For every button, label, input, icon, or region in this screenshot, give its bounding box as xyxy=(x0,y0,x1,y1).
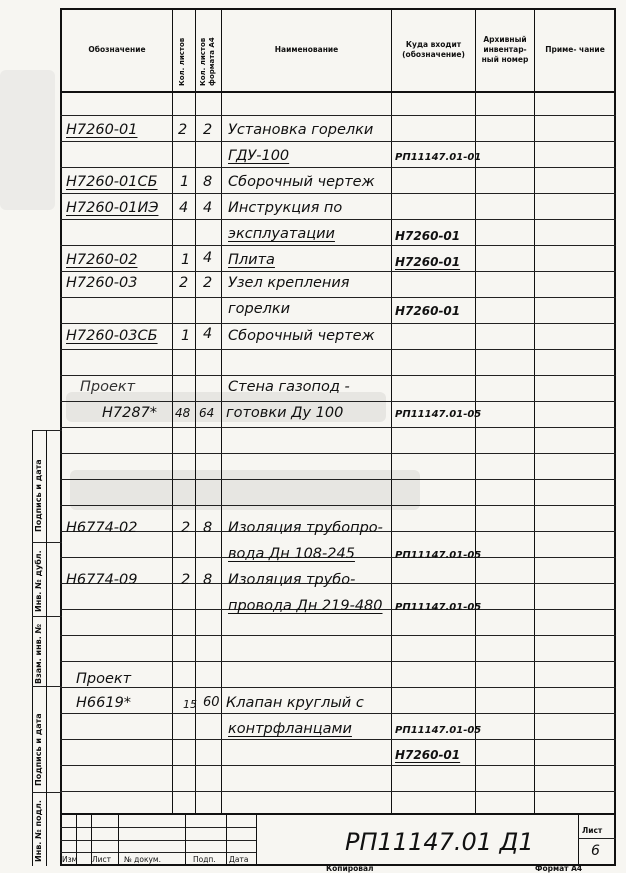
header-where-used: Куда входит (обозначение) xyxy=(402,40,465,59)
row-line xyxy=(60,245,616,246)
row-a4: 2 xyxy=(203,122,213,138)
title-block-line xyxy=(226,813,227,866)
binding-strip-line xyxy=(32,430,33,866)
row-where: РП11147.01-05 xyxy=(395,725,482,736)
row-line xyxy=(60,765,616,766)
sheet-number: 6 xyxy=(591,843,600,859)
row-name: Изоляция трубо- xyxy=(228,572,356,588)
column-line xyxy=(172,8,173,813)
side-label-dup-inv: Инв. № дубл. xyxy=(34,550,43,612)
title-block-line xyxy=(118,813,119,866)
header-name: Наименование xyxy=(274,45,339,54)
row-a4: 4 xyxy=(203,250,213,266)
row-name: контрфланцами xyxy=(228,721,352,737)
row-designation: Н6774-02 xyxy=(66,520,138,536)
header-notes: Приме- чание xyxy=(545,45,605,54)
binding-strip-divider xyxy=(32,542,62,543)
row-name: эксплуатации xyxy=(228,226,335,242)
column-line xyxy=(195,8,196,813)
side-label-replace-inv: Взам. инв. № xyxy=(34,623,43,684)
row-name: Изоляция трубопро- xyxy=(228,520,383,536)
row-name: Стена газопод - xyxy=(228,379,350,395)
row-designation: Н7260-03СБ xyxy=(66,328,158,344)
row-designation: Н7260-02 xyxy=(66,252,138,268)
column-line xyxy=(534,8,535,813)
title-col-sheet: Лист xyxy=(92,855,112,864)
row-sheets: 2 xyxy=(179,275,189,291)
footer-format: Формат А4 xyxy=(535,864,583,873)
row-line xyxy=(60,115,616,116)
row-name: вода Дн 108-245 xyxy=(228,546,355,562)
sheet-label: Лист xyxy=(582,826,603,835)
row-line xyxy=(60,271,616,272)
row-name: Плита xyxy=(228,252,275,268)
row-sheets: 1 xyxy=(181,328,191,344)
row-where: РП11147.01-05 xyxy=(395,602,482,613)
row-sheets: 2 xyxy=(178,122,188,138)
row-line xyxy=(60,167,616,168)
row-a4: 64 xyxy=(199,406,215,420)
side-label-signature-date: Подпись и дата xyxy=(34,459,43,532)
row-name: провода Дн 219-480 xyxy=(228,598,383,614)
row-designation: Проект xyxy=(80,379,136,395)
row-line xyxy=(60,375,616,376)
row-a4: 4 xyxy=(203,326,213,342)
row-name: Установка горелки xyxy=(228,122,374,138)
row-designation: Н7260-01 xyxy=(66,122,138,138)
side-label-original-inv: Инв. № подл. xyxy=(34,800,43,862)
row-sheets: 1 xyxy=(180,174,190,190)
row-name: Инструкция по xyxy=(228,200,343,216)
binding-strip-divider xyxy=(32,686,62,687)
row-line xyxy=(60,323,616,324)
row-where: РП11147.01-05 xyxy=(395,409,482,420)
row-name: Сборочный чертеж xyxy=(228,328,375,344)
title-block-line xyxy=(256,813,257,866)
row-line xyxy=(60,661,616,662)
row-name: ГДУ-100 xyxy=(228,148,290,164)
row-line xyxy=(60,713,616,714)
title-col-change: Изм xyxy=(62,855,78,864)
row-sheets: 48 xyxy=(175,406,191,420)
row-line xyxy=(60,193,616,194)
row-designation: Н7260-03 xyxy=(66,275,138,291)
row-line xyxy=(60,479,616,480)
column-line xyxy=(221,8,222,813)
row-designation: Н7287* xyxy=(102,405,158,421)
row-a4: 2 xyxy=(203,275,213,291)
row-where: Н7260-01 xyxy=(395,304,461,318)
row-a4: 4 xyxy=(203,200,213,216)
row-where: РП11147.01-05 xyxy=(395,550,482,561)
row-line xyxy=(60,687,616,688)
title-col-date: Дата xyxy=(229,855,249,864)
row-designation: Н6774-09 xyxy=(66,572,138,588)
header-archive-no: Архивный инвентар- ный номер xyxy=(481,35,529,64)
binding-strip-divider xyxy=(32,792,62,793)
row-designation: Проект xyxy=(76,671,132,687)
title-block-line xyxy=(578,838,616,839)
binding-strip-line xyxy=(46,430,47,866)
row-sheets: 1 xyxy=(181,252,191,268)
row-designation: Н6619* xyxy=(76,695,132,711)
row-line xyxy=(60,297,616,298)
row-name: горелки xyxy=(228,301,291,317)
row-where: Н7260-01 xyxy=(395,748,461,762)
row-sheets: 2 xyxy=(181,572,191,588)
row-line xyxy=(60,739,616,740)
title-col-doc: № докум. xyxy=(124,855,161,864)
row-line xyxy=(60,219,616,220)
row-name: Узел крепления xyxy=(228,275,350,291)
binding-strip-divider xyxy=(32,430,62,431)
row-name: Клапан круглый с xyxy=(226,695,364,711)
row-a4: 8 xyxy=(203,520,213,536)
row-line xyxy=(60,141,616,142)
row-a4: 8 xyxy=(203,572,213,588)
row-designation: Н7260-01ИЭ xyxy=(66,200,159,216)
title-col-sign: Подп. xyxy=(193,855,216,864)
row-a4: 60 xyxy=(203,695,220,710)
header-a4-count: Кол. листов формата А4 xyxy=(199,37,216,86)
row-sheets: 4 xyxy=(179,200,189,216)
row-line xyxy=(60,791,616,792)
row-line xyxy=(60,427,616,428)
row-line xyxy=(60,349,616,350)
header-designation: Обозначение xyxy=(88,45,146,54)
row-name: готовки Ду 100 xyxy=(226,405,344,421)
row-line xyxy=(60,453,616,454)
binding-strip-divider xyxy=(32,616,62,617)
row-line xyxy=(60,401,616,402)
title-block-line xyxy=(185,813,186,866)
row-line xyxy=(60,635,616,636)
row-line xyxy=(60,505,616,506)
row-sheets: 2 xyxy=(181,520,191,536)
footer-copied: Копировал xyxy=(326,864,374,873)
row-where: Н7260-01 xyxy=(395,229,461,243)
document-number: РП11147.01 Д1 xyxy=(345,828,534,856)
row-where: РП11147.01-01 xyxy=(395,152,482,163)
title-block-top xyxy=(60,813,616,815)
scan-smudge xyxy=(0,70,55,210)
column-line xyxy=(391,8,392,813)
row-where: Н7260-01 xyxy=(395,255,461,269)
row-sheets: 15 xyxy=(183,698,197,711)
header-sheet-count: Кол. листов xyxy=(178,37,186,86)
header-bottom-rule xyxy=(60,91,616,93)
side-label-signature-date-2: Подпись и дата xyxy=(34,713,43,786)
row-designation: Н7260-01СБ xyxy=(66,174,158,190)
row-name: Сборочный чертеж xyxy=(228,174,375,190)
row-a4: 8 xyxy=(203,174,213,190)
title-block-line xyxy=(578,813,579,866)
